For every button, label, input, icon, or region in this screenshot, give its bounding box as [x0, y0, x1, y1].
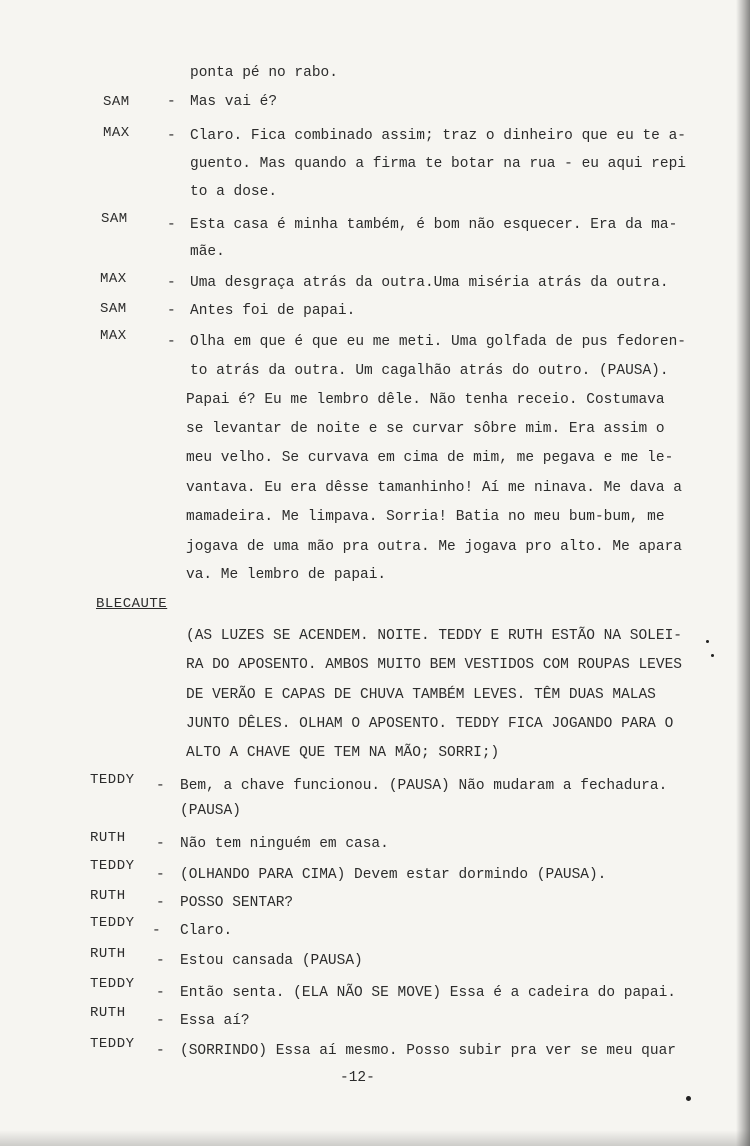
speaker-name: RUTH [90, 830, 126, 846]
dialogue-line: Essa aí? [180, 1013, 250, 1029]
dialogue-line: Claro. [180, 923, 233, 939]
scan-speck [686, 1096, 691, 1101]
speaker-name: MAX [100, 271, 127, 287]
speaker-name: TEDDY [90, 915, 135, 931]
dialogue-line: se levantar de noite e se curvar sôbre mim. Era assim o [186, 421, 665, 437]
dialogue-line: Então senta. (ELA NÃO SE MOVE) Essa é a cadeira do papai. [180, 985, 676, 1001]
speaker-name: TEDDY [90, 772, 135, 788]
scan-speck [706, 640, 709, 643]
dialogue-line: Antes foi de papai. [190, 303, 356, 319]
stage-direction-line: ALTO A CHAVE QUE TEM NA MÃO; SORRI;) [186, 745, 500, 761]
speaker-name: TEDDY [90, 1036, 135, 1052]
speaker-name: RUTH [90, 1005, 126, 1021]
speaker-dash: - [156, 836, 165, 852]
scene-heading: BLECAUTE [96, 596, 168, 612]
dialogue-line: jogava de uma mão pra outra. Me jogava pro alto. Me apara [186, 539, 682, 555]
scan-edge-shadow [736, 0, 750, 1146]
dialogue-line: Não tem ninguém em casa. [180, 836, 389, 852]
speaker-dash: - [156, 985, 165, 1001]
dialogue-line: (PAUSA) [180, 803, 241, 819]
speaker-name: SAM [100, 301, 127, 317]
speaker-dash: - [156, 895, 165, 911]
speaker-dash: - [167, 303, 176, 319]
speaker-name: TEDDY [90, 858, 135, 874]
dialogue-line: Claro. Fica combinado assim; traz o dinheiro que eu te a- [190, 128, 686, 144]
speaker-dash: - [167, 217, 176, 233]
dialogue-line: Esta casa é minha também, é bom não esquecer. Era da ma- [190, 217, 678, 233]
speaker-dash: - [156, 778, 165, 794]
speaker-dash: - [167, 94, 176, 110]
scan-speck [711, 654, 714, 657]
dialogue-line: Olha em que é que eu me meti. Uma golfada de pus fedoren- [190, 334, 686, 350]
dialogue-line: Estou cansada (PAUSA) [180, 953, 363, 969]
dialogue-line: guento. Mas quando a firma te botar na rua - eu aqui repi [190, 156, 686, 172]
speaker-name: RUTH [90, 888, 126, 904]
dialogue-line: (OLHANDO PARA CIMA) Devem estar dormindo (PAUSA). [180, 867, 607, 883]
speaker-dash: - [156, 867, 165, 883]
speaker-dash: - [167, 275, 176, 291]
dialogue-line: Bem, a chave funcionou. (PAUSA) Não mudaram a fechadura. [180, 778, 668, 794]
dialogue-line: Mas vai é? [190, 94, 278, 110]
dialogue-line: ponta pé no rabo. [190, 65, 338, 81]
stage-direction-line: JUNTO DÊLES. OLHAM O APOSENTO. TEDDY FICA JOGANDO PARA O [186, 716, 674, 732]
dialogue-line: to atrás da outra. Um cagalhão atrás do outro. (PAUSA). [190, 363, 669, 379]
dialogue-line: to a dose. [190, 184, 278, 200]
speaker-dash: - [167, 334, 176, 350]
dialogue-line: vantava. Eu era dêsse tamanhinho! Aí me ninava. Me dava a [186, 480, 682, 496]
stage-direction-line: DE VERÃO E CAPAS DE CHUVA TAMBÉM LEVES. TÊM DUAS MALAS [186, 687, 656, 703]
speaker-name: RUTH [90, 946, 126, 962]
dialogue-line: POSSO SENTAR? [180, 895, 294, 911]
speaker-dash: - [152, 923, 161, 939]
speaker-name: SAM [101, 211, 128, 227]
speaker-name: TEDDY [90, 976, 135, 992]
stage-direction-line: (AS LUZES SE ACENDEM. NOITE. TEDDY E RUTH ESTÃO NA SOLEI- [186, 628, 682, 644]
speaker-name: MAX [103, 125, 130, 141]
dialogue-line: mamadeira. Me limpava. Sorria! Batia no meu bum-bum, me [186, 509, 665, 525]
stage-direction-line: RA DO APOSENTO. AMBOS MUITO BEM VESTIDOS COM ROUPAS LEVES [186, 657, 682, 673]
dialogue-line: mãe. [190, 244, 225, 260]
speaker-dash: - [156, 953, 165, 969]
dialogue-line: Uma desgraça atrás da outra.Uma miséria atrás da outra. [190, 275, 669, 291]
speaker-dash: - [156, 1013, 165, 1029]
speaker-name: MAX [100, 328, 127, 344]
dialogue-line: meu velho. Se curvava em cima de mim, me pegava e me le- [186, 450, 674, 466]
speaker-name: SAM [103, 94, 130, 110]
dialogue-line: (SORRINDO) Essa aí mesmo. Posso subir pra ver se meu quar [180, 1043, 676, 1059]
speaker-dash: - [167, 128, 176, 144]
speaker-dash: - [156, 1043, 165, 1059]
dialogue-line: va. Me lembro de papai. [186, 567, 387, 583]
dialogue-line: Papai é? Eu me lembro dêle. Não tenha receio. Costumava [186, 392, 665, 408]
scan-bottom-shadow [0, 1130, 750, 1146]
page-number: -12- [340, 1070, 375, 1086]
